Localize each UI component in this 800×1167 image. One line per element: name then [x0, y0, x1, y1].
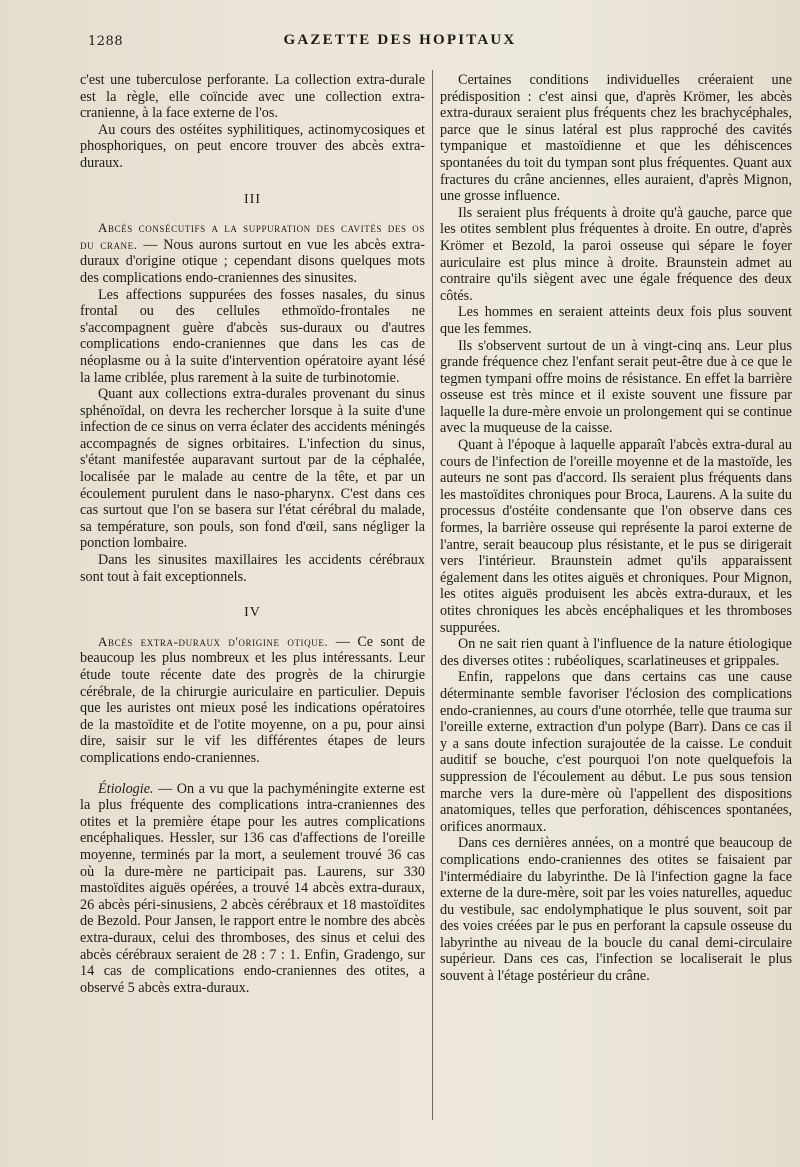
- paragraph: Ils seraient plus fréquents à droite qu'à gauche, parce que les otites semblent plus fréquentes à droite. En outre, d'après Krömer et Bezold, la paroi osseuse qui sépare le foyer auriculaire est plus mince à droite. Braunstein admet au contraire qu'ils siègent avec une égale fréquence des deux côtés.: [440, 204, 792, 304]
- paragraph: Certaines conditions individuelles créeraient une prédisposition : c'est ainsi que, d'après Krömer, les abcès extra-duraux seraient plus fréquents chez les brachycéphales, parce que le sinus latéral est plus rapproché des cavités tympanique et mastoïdienne et que les déhiscences spontanées du toit du tympan sont plus fréquentes. Quant aux fractures du crâne anciennes, elles auraient, d'après Mignon, une grosse influence.: [440, 72, 792, 205]
- paragraph-body: — Nous aurons surtout en vue les abcès extra-duraux d'origine otique ; cependant disons quelques mots des complications endo-craniennes des sinusites.: [80, 236, 425, 286]
- paragraph: [80, 634, 425, 767]
- paragraph-heading: Abcès extra-duraux d'origine otique.: [98, 633, 329, 649]
- paragraph: Les hommes en seraient atteints deux fois plus souvent que les femmes.: [440, 304, 792, 337]
- section-number: III: [244, 191, 261, 207]
- left-column: [80, 72, 425, 996]
- paragraph-body: — Ce sont de beaucoup les plus nombreux et les plus intéressants. Leur étude toute récente date des progrès de la chirurgie cérébrale, de la chirurgie auriculaire en particulier. Depuis que les auristes ont mieux posé les indications opératoires de la mastoïdite et de l'otite moyenne, on a pu, pour ainsi dire, saisir sur le vif les différentes étapes de leurs complications endo-craniennes.: [80, 633, 425, 766]
- paragraph: Enfin, rappelons que dans certains cas une cause déterminante semble favoriser l'éclosion des complications endo-craniennes, au cours d'une otorrhée, telle que trauma sur l'oreille externe, extraction d'un polype (Barr). Dans ce cas il y a sans doute infection surajoutée de la caisse. Le conduit auditif se bouche, c'est pourquoi l'on note quelquefois la suppression de l'écoulement au début. Le pus sous tension marche vers la dure-mère où l'appellent des dispositions anatomiques, telles que perforation, déhiscences spontanées, orifices anormaux.: [440, 669, 792, 835]
- right-column: [440, 72, 792, 985]
- paragraph-heading: Abcès consécutifs a la suppuration des cavités des os du crane.: [80, 220, 425, 252]
- paragraph: Quant aux collections extra-durales provenant du sinus sphénoïdal, on devra les rechercher lorsque à la suite d'une infection de ce sinus on verra éclater des accidents méningés accompagnés de signes orbitaires. L'infection du sinus, s'étant manifestée auparavant surtout par de la céphalée, localisée par le malade au centre de la tête, et par un écoulement purulent dans le naso-pharynx. C'est dans ces cas surtout que l'on se basera sur l'état cérébral du malade, sa température, son pouls, son fond d'œil, sans négliger la ponction lombaire.: [80, 386, 425, 552]
- spacer: [80, 767, 425, 781]
- paragraph: Au cours des ostéites syphilitiques, actinomycosiques et phosphoriques, on peut encore trouver des abcès extra-duraux.: [80, 121, 425, 171]
- paragraph-heading: Étiologie.: [98, 780, 154, 797]
- paragraph: On ne sait rien quant à l'influence de la nature étiologique des diverses otites : rubéoliques, scarlatineuses et grippales.: [440, 636, 792, 669]
- page-number: 1288: [88, 34, 124, 49]
- paragraph: c'est une tuberculose perforante. La collection extra-durale est la règle, elle coïncide avec une collection extra-cranienne, à la face externe de l'os.: [80, 72, 425, 122]
- page-header: [0, 28, 800, 56]
- paragraph: Ils s'observent surtout de un à vingt-cinq ans. Leur plus grande fréquence chez l'enfant serait peut-être due à ce que le tegmen tympani offre moins de résistance. En effet la barrière osseuse est très mince et il existe souvent une fissure par laquelle la dure-mère envoie un prolongement qui se continue avec la muqueuse de la caisse.: [440, 337, 792, 437]
- paragraph-body: — On a vu que la pachyméningite externe est la plus fréquente des complications intra-craniennes des otites et la première étape pour les autres complications encéphaliques. Hessler, sur 136 cas d'affections de l'oreille moyenne, terminés par la mort, a seulement trouvé 36 cas où la dure-mère ne participait pas. Laurens, sur 330 mastoïdites aiguës opérées, a trouvé 14 abcès extra-duraux, 26 abcès péri-sinusiens, 2 abcès cérébraux et 18 mastoïdites de Bezold. Pour Jansen, le rapport entre le nombre des abcès extra-duraux, celui des thromboses, des sinus et celui des abcès cérébraux seraient de 28 : 7 : 1. Enfin, Gradengo, sur 14 cas de complications endo-craniennes des otites, a observé 5 abcès extra-duraux.: [80, 780, 425, 996]
- paragraph: [80, 781, 425, 997]
- paragraph: Quant à l'époque à laquelle apparaît l'abcès extra-dural au cours de l'infection de l'oreille moyenne et de la mastoïde, les auteurs ne sont pas d'accord. Ils seraient plus fréquents dans les mastoïdites chroniques pour Broca, Laurens. A la suite du processus d'ostéite condensante que l'on observe dans ces formes, la barrière osseuse qui représente la paroi externe de l'antre, serait beaucoup plus résistante, et le pus se dirigerait vers l'intérieur. Braunstein admet qu'ils apparaissent également dans les otites aiguës et chroniques. Pour Mignon, les otites aiguës produisent les abcès extra-duraux, et les otites chroniques les abcès encéphaliques et les thromboses suppurées.: [440, 437, 792, 636]
- paragraph: [80, 220, 425, 286]
- running-title: GAZETTE DES HOPITAUX: [283, 32, 517, 48]
- paragraph: Dans ces dernières années, on a montré que beaucoup de complications endo-craniennes des otites se faisaient par l'intermédiaire du labyrinthe. De là l'infection gagne la face externe de la dure-mère, soit par les voies naturelles, aqueduc du vestibule, sac endolymphatique le plus souvent, soit par des voies créées par le pus en perforant la capsule osseuse du labyrinthe au niveau de la boucle du canal demi-circulaire supérieur. Dans ces cas, l'infection se localiserait le plus souvent à l'étage postérieur du crâne.: [440, 835, 792, 985]
- section-number: IV: [244, 605, 261, 621]
- paragraph: Les affections suppurées des fosses nasales, du sinus frontal ou des cellules ethmoïdo-frontales ne s'accompagnent guère d'abcès sus-duraux ou d'autres complications endo-craniennes que dans les cas de néoplasme ou à la suite d'intervention opératoire ayant lésé la lame criblée, plus rarement à la suite de turbinotomie.: [80, 286, 425, 386]
- paragraph: Dans les sinusites maxillaires les accidents cérébraux sont tout à fait exceptionnels.: [80, 552, 425, 585]
- column-divider: [432, 70, 433, 1120]
